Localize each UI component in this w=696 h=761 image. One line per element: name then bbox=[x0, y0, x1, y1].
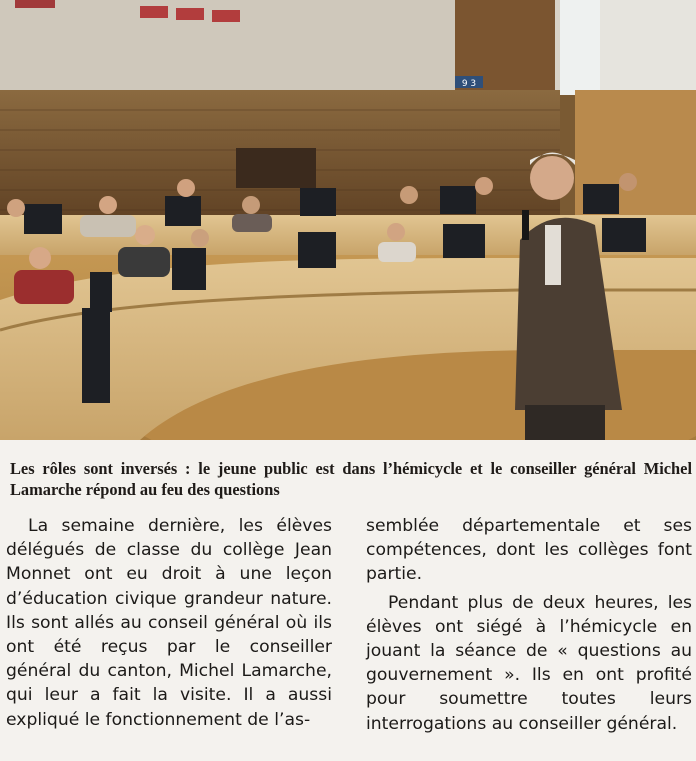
photo-caption: Les rôles sont inversés : le jeune public est dans l’hémicycle et le conseiller général Michel Lamarche répond au feu des questions bbox=[10, 459, 692, 499]
article-paragraph-1-continued: semblée départementale et ses compétences, dont les collèges font partie. bbox=[366, 516, 692, 585]
article-paragraph-2: Pendant plus de deux heures, les élèves ont siégé à l’hémicycle en jouant la séance de « questions au gouvernement ». Ils en ont profité pour soumettre toutes leurs interrogations au conseiller général. bbox=[366, 592, 692, 734]
article-column-right bbox=[366, 514, 692, 736]
screen-number-label: 9 3 bbox=[461, 79, 477, 89]
article-column-left bbox=[6, 514, 332, 732]
article-paragraph-1: La semaine dernière, les élèves délégués de classe du collège Jean Monnet ont eu droit à une leçon d’éducation civique grandeur nature. Ils sont allés au conseil général où ils ont été reçus par le conseiller général du canton, Michel Lamarche, qui leur a fait la visite. Il a aussi expliqué le fonctionnement de l’as- bbox=[6, 516, 332, 730]
